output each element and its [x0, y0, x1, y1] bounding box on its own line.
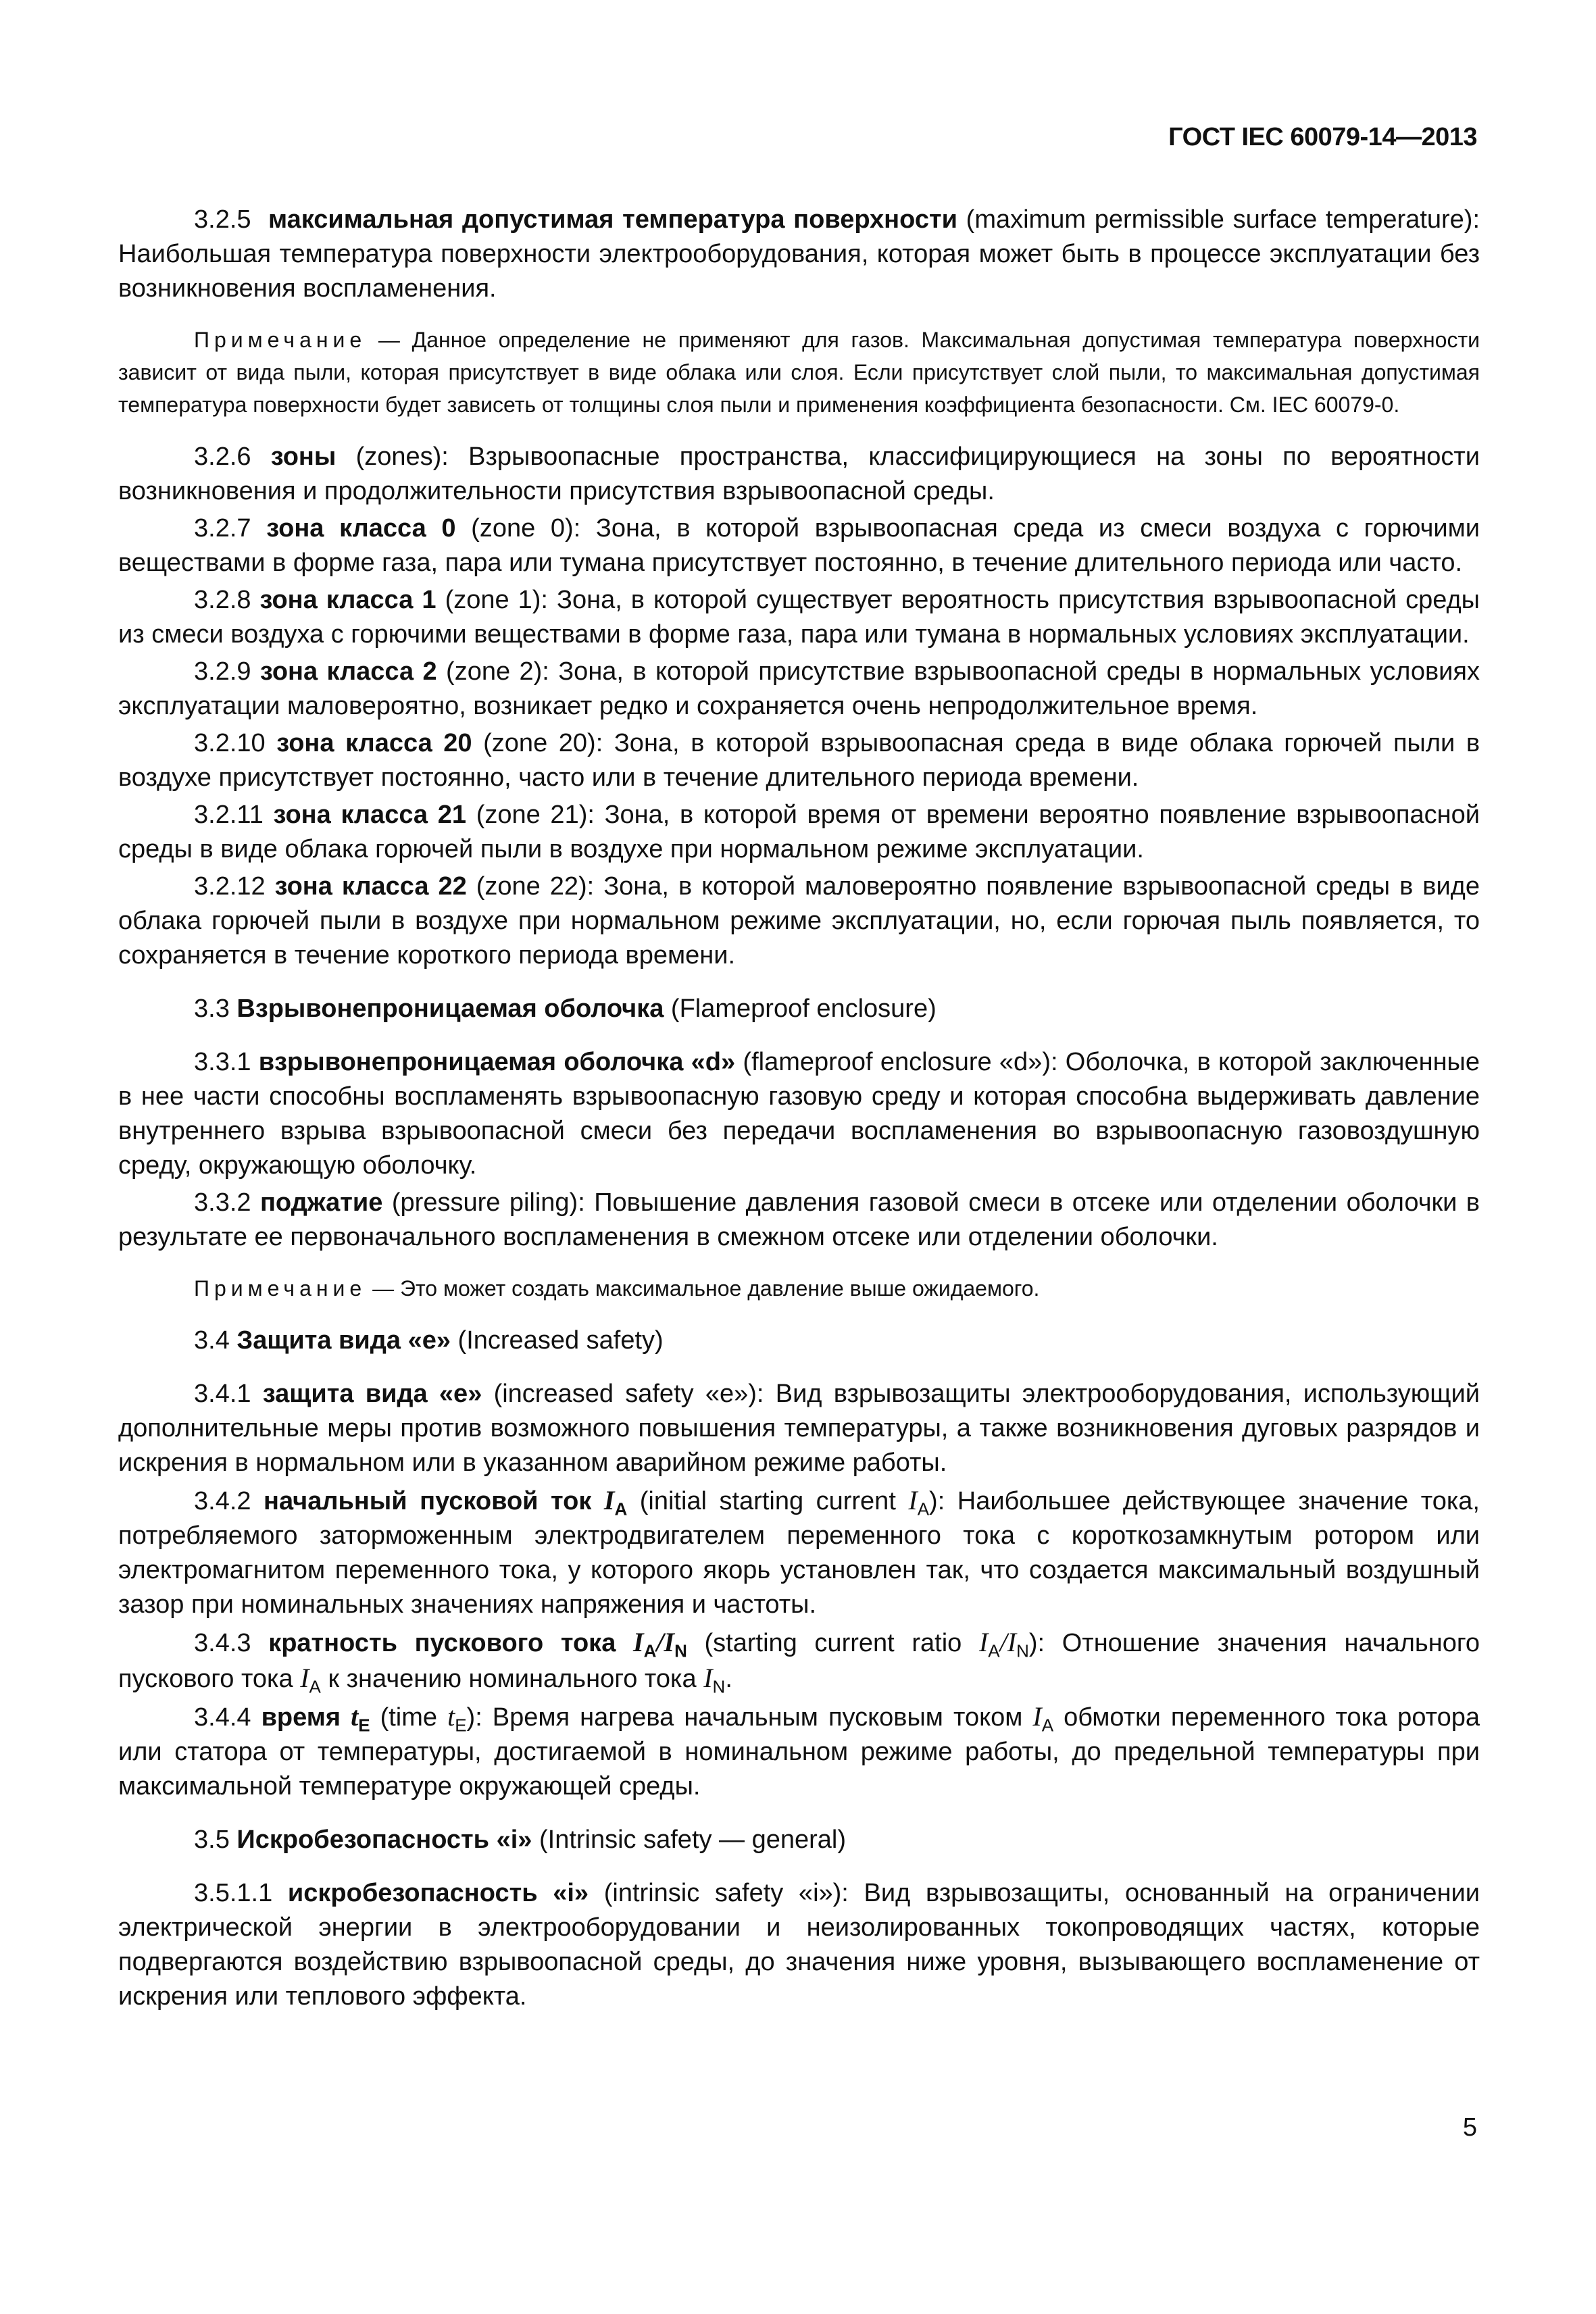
- clause-number: 3.4.4: [194, 1703, 261, 1732]
- term: время: [261, 1703, 351, 1732]
- term: зоны: [270, 443, 336, 471]
- clause-number: 3.3.2: [194, 1188, 260, 1217]
- term: взрывонепроницаемая оболочка «d»: [258, 1048, 736, 1076]
- definition: (zone 0): Зона, в которой взрывоопасная среда из смеси воздуха с горючими веществами в форме газа, пара или тумана присутствует постоянно, в течение длительного периода или часто.: [118, 514, 1480, 577]
- symbol-subscript: A: [1041, 1715, 1054, 1736]
- term: кратность пускового тока: [268, 1629, 633, 1657]
- section-title-en: (Flameproof enclosure): [664, 995, 937, 1023]
- clause-3-2-6: [118, 440, 1480, 509]
- section-title: Взрывонепроницаемая оболочка: [236, 995, 664, 1023]
- term: зона класса 2: [259, 657, 437, 686]
- definition-part: (time: [370, 1703, 448, 1732]
- section-title: Искробезопасность «i»: [236, 1826, 532, 1854]
- clause-3-4-1: [118, 1377, 1480, 1480]
- definition-part: ): Время нагрева начальным пусковым током: [466, 1703, 1033, 1732]
- clause-3-2-11: [118, 798, 1480, 867]
- symbol-in: I: [1007, 1627, 1017, 1657]
- symbol-subscript: A: [614, 1499, 628, 1519]
- term: зона класса 0: [266, 514, 456, 543]
- clause-number: 3.5.1.1: [194, 1879, 288, 1907]
- clause-3-2-5: [118, 203, 1480, 306]
- note-text: — Это может создать максимальное давление выше ожидаемого.: [366, 1276, 1040, 1301]
- symbol-subscript: A: [988, 1640, 1000, 1661]
- section-title-en: (Increased safety): [451, 1326, 664, 1355]
- symbol-subscript: N: [674, 1640, 687, 1661]
- clause-3-4-4: [118, 1699, 1480, 1804]
- definition: (zones): Взрывоопасные пространства, классифицирующиеся на зоны по вероятности возникновения и продолжительности присутствия взрывоопасной среды.: [118, 443, 1480, 505]
- definition-part: к значению номинального тока: [320, 1665, 704, 1693]
- symbol-subscript: N: [712, 1676, 726, 1697]
- document-body: [118, 203, 1480, 2014]
- clause-3-2-12: [118, 870, 1480, 973]
- symbol-te: t: [447, 1701, 455, 1732]
- term: защита вида «е»: [262, 1380, 482, 1408]
- clause-number: 3.2.10: [194, 729, 277, 757]
- clause-number: 3.2.5: [194, 205, 251, 234]
- definition: (pressure piling): Повышение давления газовой смеси в отсеке или отделении оболочки в результате ее первоначального воспламенения в смежном отсеке или отделении оболочки.: [118, 1188, 1480, 1251]
- section-3-4: [118, 1324, 1480, 1358]
- definition: (flameproof enclosure «d»): Оболочка, в которой заключенные в нее части способны воспламенять взрывоопасную газовую среду и которая способна выдерживать давление внутреннего взрыва взрывоопасной смеси без передачи воспламенения во взрывоопасную газовоздушную среду, окружающую оболочку.: [118, 1048, 1480, 1180]
- note-label: Примечание: [194, 1276, 367, 1301]
- symbol-in: I: [664, 1627, 675, 1657]
- term: зона класса 21: [273, 801, 467, 829]
- clause-number: 3.2.12: [194, 872, 275, 901]
- clause-number: 3.2.6: [194, 443, 271, 471]
- symbol-ia: I: [603, 1485, 615, 1515]
- definition-part: .: [725, 1665, 732, 1693]
- definition-part: ): Отношение значения начального пускового тока: [118, 1629, 1480, 1693]
- definition-part: обмотки переменного тока ротора или статора от температуры, достигаемой в номинальном режиме работы, до предельной температуры при максимальной температуре окружающей среды.: [118, 1703, 1480, 1801]
- clause-number: 3.3.1: [194, 1048, 259, 1076]
- definition: (zone 21): Зона, в которой время от времени вероятно появление взрывоопасной среды в виде облака горючей пыли в воздухе при нормальном режиме эксплуатации.: [118, 801, 1480, 863]
- definition: (maximum permissible surface temperature): Наибольшая температура поверхности электрооборудования, которая может быть в процессе эксплуатации без возникновения воспламенения.: [118, 205, 1480, 303]
- clause-number: 3.2.8: [194, 586, 260, 614]
- section-number: 3.4: [194, 1326, 237, 1355]
- term: искробезопасность «i»: [287, 1879, 589, 1907]
- symbol-subscript: N: [1016, 1640, 1029, 1661]
- symbol-in: I: [703, 1663, 713, 1693]
- term: максимальная допустимая температура поверхности: [268, 205, 957, 234]
- section-title-en: (Intrinsic safety — general): [532, 1826, 847, 1854]
- clause-3-2-10: [118, 726, 1480, 795]
- clause-3-5-1-1: [118, 1876, 1480, 2014]
- symbol-subscript: E: [455, 1715, 467, 1736]
- definition: (zone 20): Зона, в которой взрывоопасная среда в виде облака горючей пыли в воздухе присутствует постоянно, часто или в течение длительного периода времени.: [118, 729, 1480, 792]
- clause-number: 3.4.3: [194, 1629, 269, 1657]
- definition-part: (initial starting current: [627, 1487, 909, 1515]
- clause-3-2-7: [118, 511, 1480, 580]
- symbol-te: t: [351, 1701, 359, 1732]
- symbol-subscript: A: [917, 1499, 930, 1519]
- clause-3-4-2: [118, 1483, 1480, 1622]
- clause-number: 3.4.1: [194, 1380, 263, 1408]
- clause-number: 3.2.7: [194, 514, 267, 543]
- definition: (intrinsic safety «i»): Вид взрывозащиты, основанный на ограничении электрической энергии в электрооборудовании и неизолированных токопроводящих частях, которые подвергаются воздействию взрывоопасной среды, до значения ниже уровня, вызывающего воспламенение от искрения или теплового эффекта.: [118, 1879, 1480, 2011]
- symbol-ia: I: [300, 1663, 309, 1693]
- term: начальный пусковой ток: [264, 1487, 604, 1515]
- definition: (increased safety «е»): Вид взрывозащиты электрооборудования, использующий дополнительные меры против возможного повышения температуры, а также возникновения дуговых разрядов и искрения в нормальном или в указанном аварийном режиме работы.: [118, 1380, 1480, 1477]
- clause-number: 3.4.2: [194, 1487, 264, 1515]
- term: зона класса 1: [259, 586, 437, 614]
- symbol-subscript: A: [309, 1676, 321, 1697]
- symbol-ia: I: [1032, 1701, 1042, 1732]
- section-title: Защита вида «е»: [236, 1326, 451, 1355]
- document-code: ГОСТ IEC 60079-14—2013: [1168, 123, 1477, 151]
- term: поджатие: [259, 1188, 383, 1217]
- definition-part: ): Наибольшее действующее значение тока, потребляемого заторможенным электродвигателем переменного тока с короткозамкнутым ротором или электромагнитом переменного тока, у которого якорь установлен так, что создается максимальный воздушный зазор при номинальных значениях напряжения и частоты.: [118, 1487, 1480, 1619]
- ratio-slash: /: [656, 1627, 664, 1657]
- page-number: 5: [1462, 2113, 1477, 2142]
- symbol-ia: I: [908, 1485, 918, 1515]
- clause-number: 3.2.9: [194, 657, 260, 686]
- section-number: 3.3: [194, 995, 237, 1023]
- symbol-subscript: E: [358, 1715, 370, 1736]
- term: зона класса 20: [276, 729, 472, 757]
- ratio-slash: /: [999, 1627, 1007, 1657]
- note-2: [118, 1272, 1480, 1305]
- note-label: Примечание: [194, 328, 367, 352]
- clause-number: 3.2.11: [194, 801, 274, 829]
- section-number: 3.5: [194, 1826, 237, 1854]
- symbol-subscript: A: [643, 1640, 657, 1661]
- clause-3-3-2: [118, 1186, 1480, 1255]
- definition-part: (starting current ratio: [687, 1629, 979, 1657]
- symbol-ia: I: [978, 1627, 989, 1657]
- term: зона класса 22: [274, 872, 467, 901]
- clause-3-4-3: [118, 1625, 1480, 1696]
- symbol-ia: I: [633, 1627, 644, 1657]
- note-1: [118, 324, 1480, 421]
- definition: (zone 22): Зона, в которой маловероятно появление взрывоопасной среды в виде облака горючей пыли в воздухе при нормальном режиме эксплуатации, но, если горючая пыль появляется, то сохраняется в течение короткого периода времени.: [118, 872, 1480, 970]
- section-3-3: [118, 992, 1480, 1026]
- note-text: — Данное определение не применяют для газов. Максимальная допустимая температура поверхности зависит от вида пыли, которая присутствует в виде облака или слоя. Если присутствует слой пыли, то максимальная допустимая температура поверхности будет зависеть от толщины слоя пыли и применения коэффициента безопасности. См. IEC 60079-0.: [118, 328, 1480, 417]
- definition: (zone 2): Зона, в которой присутствие взрывоопасной среды в нормальных условиях эксплуатации маловероятно, возникает редко и сохраняется очень непродолжительное время.: [118, 657, 1480, 720]
- section-3-5: [118, 1823, 1480, 1857]
- clause-3-2-8: [118, 583, 1480, 652]
- clause-3-3-1: [118, 1045, 1480, 1183]
- definition: (zone 1): Зона, в которой существует вероятность присутствия взрывоопасной среды из смеси воздуха с горючими веществами в форме газа, пара или тумана в нормальных условиях эксплуатации.: [118, 586, 1480, 649]
- clause-3-2-9: [118, 655, 1480, 724]
